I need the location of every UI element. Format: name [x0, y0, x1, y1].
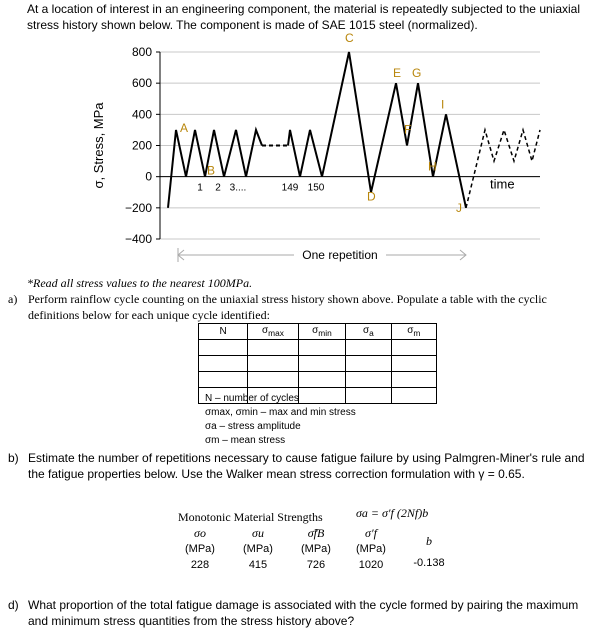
time-label: time: [490, 176, 515, 192]
cycle-tick-label: 1: [197, 182, 203, 194]
material-value: 726: [306, 559, 326, 571]
material-value: 1020: [358, 559, 384, 571]
point-label-c: C: [345, 31, 354, 45]
cycle-table-header: [199, 324, 437, 340]
y-axis-label: σ, Stress, MPa: [91, 102, 106, 189]
material-symbol: σo: [194, 526, 206, 540]
part-b-line-2: the fatigue properties below. Use the Walker mean stress correction formulation with γ = 0.65.: [28, 467, 525, 481]
point-label-i: I: [441, 97, 445, 112]
material-unit: (MPa): [185, 543, 215, 555]
material-unit: (MPa): [356, 543, 386, 555]
part-a-text: [28, 291, 598, 323]
material-value: 415: [248, 559, 268, 571]
point-label-a: A: [180, 120, 189, 135]
material-unit: (MPa): [301, 543, 331, 555]
header-n: N: [199, 324, 248, 340]
material-col: [351, 526, 391, 571]
material-col: [180, 526, 220, 571]
cycle-legend: [205, 392, 356, 448]
point-label-d: D: [367, 189, 376, 204]
materials-title: Monotonic Material Strengths: [178, 510, 323, 524]
legend-item: σa – stress amplitude: [205, 421, 301, 432]
y-tick-label: 800: [131, 45, 152, 59]
point-label-g: G: [412, 66, 422, 81]
y-tick-label: 400: [131, 107, 152, 122]
read-note: *Read all stress values to the nearest 100MPa.: [27, 276, 253, 290]
part-a-line-2: definitions below for each unique cycle identified:: [28, 308, 270, 322]
cycle-tick-label: 150: [307, 182, 325, 194]
part-a-line-1: Perform rainflow cycle counting on the uniaxial stress history shown above. Populate a table with the cyclic: [28, 292, 547, 306]
table-row: [199, 340, 437, 356]
header-smax: $\sigma_{max}$: [248, 324, 298, 340]
point-label-b: B: [207, 163, 216, 178]
y-tick-label: 200: [131, 138, 152, 153]
repetition-label: One repetition: [302, 248, 378, 262]
y-tick-label: 600: [131, 76, 152, 91]
part-d-text: [28, 597, 598, 629]
table-row: [199, 372, 437, 388]
header-sa: $\sigma_a$: [346, 324, 391, 340]
material-col: [409, 526, 449, 569]
part-b-text: [28, 450, 598, 482]
point-label-j: J: [456, 200, 462, 215]
y-tick-label: −400: [124, 232, 152, 246]
intro-line-2: stress history shown below. The component is made of SAE 1015 steel (normalized).: [27, 18, 478, 32]
part-a-label: a): [8, 292, 18, 306]
next-repetition-dashed: [466, 130, 540, 208]
intro-line-1: At a location of interest in an engineering component, the material is repeatedly subjected to the uniaxial: [27, 2, 581, 16]
cycle-tick-label: 3....: [229, 182, 247, 194]
material-symbol: σu: [252, 526, 264, 540]
part-d-label: d): [8, 598, 19, 612]
header-smin: $\sigma_{min}$: [298, 324, 345, 340]
material-value: 228: [190, 559, 210, 571]
point-label-e: E: [393, 66, 402, 81]
point-label-h: H: [428, 159, 437, 174]
part-d-line-1: What proportion of the total fatigue damage is associated with the cycle formed by pairing the maximum: [28, 598, 579, 612]
legend-item: σm – mean stress: [205, 435, 286, 446]
header-sm: $\sigma_m$: [391, 324, 436, 340]
cycle-tick-label: 149: [281, 182, 299, 194]
part-d-line-2: and minimum stress quantities from the stress history above?: [28, 614, 355, 628]
legend-item: σmax, σmin – max and min stress: [205, 407, 356, 418]
material-symbol: b: [426, 534, 432, 548]
material-col: [238, 526, 278, 571]
part-b-label: b): [8, 451, 19, 465]
legend-item: N – number of cycles: [205, 393, 299, 404]
material-col: [296, 526, 336, 571]
table-row: [199, 356, 437, 372]
y-tick-label: −200: [124, 200, 152, 215]
point-label-f: F: [404, 122, 412, 137]
material-symbol: σ̃fB: [307, 526, 325, 540]
material-value: -0.138: [413, 557, 445, 569]
cycle-tick-label: 2: [215, 182, 221, 194]
material-unit: (MPa): [243, 543, 273, 555]
y-tick-label: 0: [145, 169, 152, 184]
stress-history-chart: [0, 28, 601, 290]
part-b-line-1: Estimate the number of repetitions necessary to cause fatigue failure by using Palmgren-Miner's rule and: [28, 451, 585, 465]
material-symbol: σ′f: [365, 526, 377, 540]
basquin-equation: σa = σ′f (2Nf)b: [356, 506, 429, 520]
